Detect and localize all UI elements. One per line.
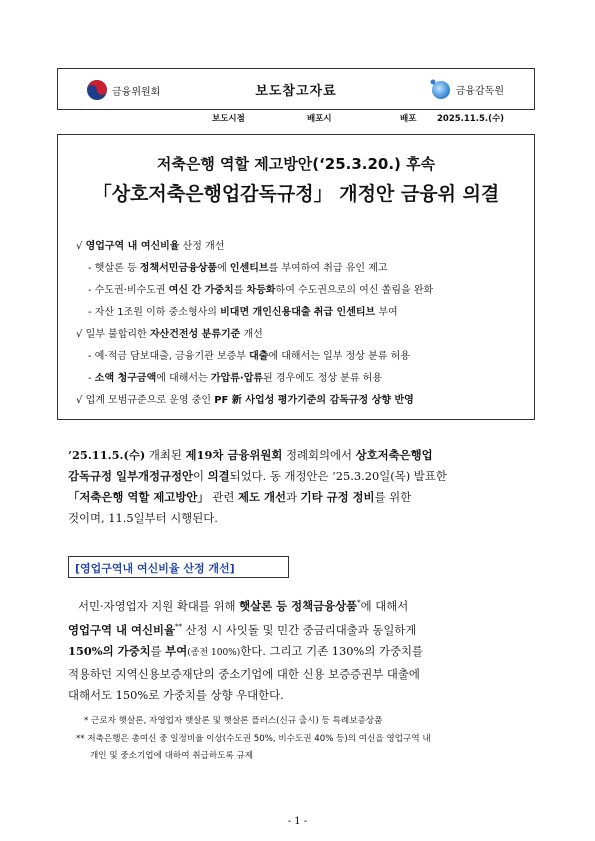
summary-item: √ 영업구역 내 여신비율 산정 개선 [76, 241, 225, 252]
intro-line: 감독규정 일부개정규정안이 의결되었다. 동 개정안은 ‘25.3.20일(목) 발표한 [68, 469, 447, 483]
fss-name: 금융감독원 [455, 85, 504, 97]
distribution-date: 2025.11.5.(수) [437, 114, 505, 124]
summary-item: - 소액 청구금액에 대해서는 가압류·압류된 경우에도 정상 분류 허용 [88, 373, 383, 384]
para-line: 대해서도 150%로 가중치를 상향 우대한다. [68, 687, 284, 702]
distribution-label: 배포 [400, 114, 417, 124]
footnote-2-cont: 개인 및 중소기업에 대하여 취급하도록 규제 [90, 751, 254, 761]
doc-type-title: 보도참고자료 [255, 84, 337, 99]
summary-item: - 햇살론 등 정책서민금융상품에 인센티브를 부여하여 취급 유인 제고 [88, 263, 388, 274]
intro-line: 것이며, 11.5일부터 시행된다. [68, 511, 218, 525]
intro-line: ’25.11.5.(수) 개최된 제19차 금융위원회 정례회의에서 상호저축은행업 [68, 448, 433, 462]
release-meta [57, 112, 535, 128]
fss-globe-icon [428, 77, 452, 101]
fss-logo [428, 77, 504, 101]
page-number: - 1 - [287, 816, 308, 827]
para-line: 영업구역 내 여신비율** 산정 시 사잇돌 및 민간 중금리대출과 동일하게 [68, 622, 417, 637]
release-time-label: 보도시점 [212, 114, 245, 124]
footnote-1: * 근로자 햇살론, 자영업자 햇살론 및 햇살론 플러스(신규 출시) 등 특례보증상품 [84, 716, 383, 726]
intro-line: 「저축은행 역할 제고방안」 관련 제도 개선과 기타 규정 정비를 위한 [68, 490, 412, 504]
title-box [57, 134, 535, 420]
para-line: 150%의 가중치를 부여(종전 100%)한다. 그리고 기존 130%의 가중치를 [68, 643, 423, 658]
loan-ratio-paragraph [68, 593, 538, 706]
section-heading: [영업구역내 여신비율 산정 개선] [68, 556, 289, 578]
summary-item: - 자산 1조원 이하 중소형사의 비대면 개인신용대출 취급 인센티브 부여 [88, 307, 398, 318]
release-time-value: 배포시 [307, 114, 332, 124]
header-box [57, 68, 535, 110]
para-line: 서민·자영업자 지원 확대를 위해 햇살론 등 정책금융상품*에 대해서 [78, 598, 409, 613]
summary-item: - 예·적금 담보대출, 금융기관 보증부 대출에 대해서는 일부 정상 분류 허용 [88, 351, 410, 362]
summary-item: √ 일부 불합리한 자산건전성 분류기준 개선 [76, 329, 263, 340]
summary-item: √ 업계 모범규준으로 운영 중인 PF 新 사업성 평가기준의 감독규정 상향 반영 [76, 395, 414, 406]
fsc-name: 금융위원회 [112, 86, 161, 98]
footnote-2: ** 저축은행은 총여신 중 일정비율 이상(수도권 50%, 비수도권 40% 등)의 여신을 영업구역 내 [76, 734, 431, 744]
doc-title-line1: 저축은행 역할 제고방안(‘25.3.20.) 후속 [156, 155, 436, 173]
para-line: 적용하던 지역신용보증재단의 중소기업에 대한 신용 보증증권부 대출에 [68, 666, 420, 681]
summary-item: - 수도권·비수도권 여신 간 가중치를 차등화하여 수도권으로의 여신 쏠림을 완화 [88, 285, 434, 296]
intro-paragraph [68, 445, 538, 529]
doc-title-line2: 「상호저축은행업감독규정」 개정안 금융위 의결 [92, 183, 500, 205]
